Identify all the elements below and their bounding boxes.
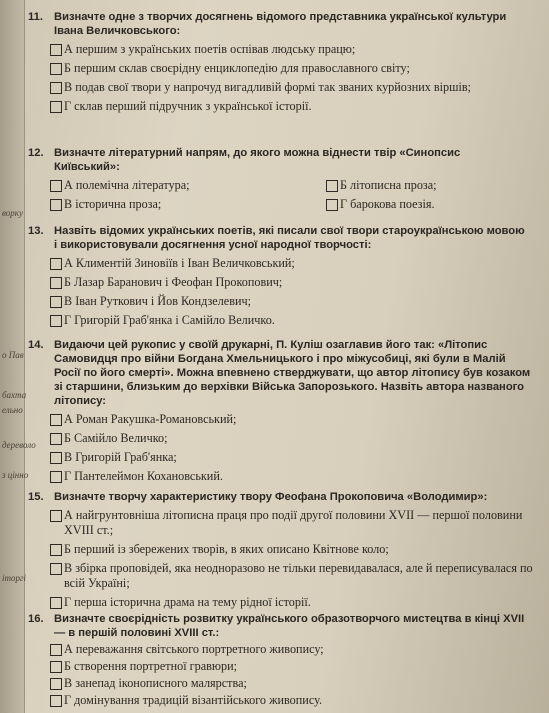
option-text: барокова поезія.	[350, 197, 435, 211]
answer-option-g[interactable]	[28, 595, 533, 610]
option-letter: Г	[64, 595, 72, 609]
option-letter: В	[64, 561, 73, 575]
answer-option-a[interactable]	[28, 178, 304, 193]
answer-option-g[interactable]	[28, 99, 528, 114]
option-text: першим склав своєрідну енциклопедію для православного світу;	[74, 61, 410, 75]
option-text: домінування традицій візантійського живопису.	[74, 693, 322, 707]
answer-option-v[interactable]	[28, 197, 304, 212]
checkbox[interactable]	[50, 510, 62, 522]
checkbox[interactable]	[50, 258, 62, 270]
checkbox[interactable]	[50, 644, 62, 656]
question-15	[28, 490, 533, 614]
option-text: занепад іконописного малярства;	[75, 676, 247, 690]
option-text: збірка проповідей, яка неодноразово не тільки перевидавалася, але й переписувалася по всій Україні;	[64, 561, 533, 590]
margin-fragment: о Пав	[2, 350, 24, 360]
checkbox[interactable]	[50, 452, 62, 464]
question-number: 11.	[28, 11, 43, 23]
answer-option-g[interactable]	[304, 197, 549, 212]
option-text: першим з українських поетів оспівав людську працю;	[75, 42, 356, 56]
question-14	[28, 338, 533, 488]
answer-option-g[interactable]	[28, 693, 533, 708]
margin-fragment: з цінно	[2, 470, 29, 480]
option-letter: Г	[340, 197, 348, 211]
answer-option-b[interactable]	[28, 659, 533, 674]
answer-option-a[interactable]	[28, 642, 533, 657]
checkbox[interactable]	[50, 82, 62, 94]
question-text: Визначте творчу характеристику твору Феофана Прокоповича «Володимир»:	[54, 491, 488, 503]
checkbox[interactable]	[50, 661, 62, 673]
question-number: 12.	[28, 147, 44, 159]
option-letter: А	[64, 178, 73, 192]
option-text: склав перший підручник з української історії.	[74, 99, 312, 113]
question-text: Видаючи цей рукопис у своїй друкарні, П. Куліш озаглавив його так: «Літопис Самовидця про війни Богдана Хмельницького і про міжусобиці, які були в Малій Росії по його смерті». Можна впевнено стверджувати, що автор літопису був козаком зі старшини, близьким до верхівки Війська Запорозького. Назвіть автора названого літопису:	[54, 339, 531, 407]
question-text: Визначте літературний напрям, до якого можна віднести твір «Синопсис Київський»:	[54, 147, 461, 173]
option-letter: Б	[340, 178, 347, 192]
option-letter: Г	[64, 693, 72, 707]
checkbox[interactable]	[50, 597, 62, 609]
checkbox[interactable]	[50, 296, 62, 308]
question-number: 14.	[28, 339, 44, 351]
option-letter: В	[64, 676, 73, 690]
option-letter: Г	[64, 469, 72, 483]
checkbox[interactable]	[50, 199, 62, 211]
checkbox[interactable]	[50, 277, 62, 289]
answer-option-b[interactable]	[28, 542, 533, 557]
option-letter: А	[64, 508, 73, 522]
option-text: літописна проза;	[350, 178, 437, 192]
option-letter: В	[64, 197, 73, 211]
option-text: Григорій Граб'янка;	[75, 450, 177, 464]
margin-fragment: ельно	[2, 405, 23, 415]
answer-option-a[interactable]	[28, 42, 528, 57]
option-text: Григорій Граб'янка і Самійло Величко.	[74, 313, 275, 327]
option-letter: Б	[64, 542, 71, 556]
question-13	[28, 224, 528, 332]
option-text: Лазар Баранович і Феофан Прокопович;	[74, 275, 283, 289]
checkbox[interactable]	[50, 471, 62, 483]
option-text: Роман Ракушка-Романовський;	[75, 412, 237, 426]
question-12	[28, 146, 528, 216]
option-text: Климентій Зиновіїв і Іван Величковський;	[75, 256, 295, 270]
answer-option-b[interactable]	[304, 178, 549, 193]
option-text: створення портретної гравюри;	[74, 659, 238, 673]
checkbox[interactable]	[50, 63, 62, 75]
answer-option-v[interactable]	[28, 676, 533, 691]
checkbox[interactable]	[326, 180, 338, 192]
question-text: Визначте одне з творчих досягнень відомого представника української культури Івана Величковського:	[54, 11, 507, 37]
option-letter: Г	[64, 313, 72, 327]
answer-option-b[interactable]	[28, 61, 528, 76]
option-letter: Б	[64, 659, 71, 673]
option-letter: Б	[64, 61, 71, 75]
option-text: найгрунтовніша літописна праця про події другої половини XVII — першої половини XVIII ст.;	[64, 508, 523, 537]
checkbox[interactable]	[50, 101, 62, 113]
option-text: Іван Руткович і Йов Кондзелевич;	[75, 294, 251, 308]
question-number: 16.	[28, 613, 44, 625]
checkbox[interactable]	[50, 414, 62, 426]
checkbox[interactable]	[50, 433, 62, 445]
checkbox[interactable]	[50, 44, 62, 56]
margin-fragment: дереволо	[2, 440, 36, 450]
checkbox[interactable]	[50, 678, 62, 690]
option-text: переважання світського портретного живопису;	[75, 642, 324, 656]
checkbox[interactable]	[50, 544, 62, 556]
option-text: Пантелеймон Кохановський.	[74, 469, 223, 483]
answer-option-g[interactable]	[28, 313, 528, 328]
margin-fragment: iторгі	[2, 573, 27, 583]
question-number: 15.	[28, 491, 44, 503]
checkbox[interactable]	[326, 199, 338, 211]
option-letter: А	[64, 42, 73, 56]
question-11	[28, 10, 528, 118]
question-16	[28, 612, 533, 710]
answer-option-b[interactable]	[28, 275, 528, 290]
checkbox[interactable]	[50, 695, 62, 707]
question-number: 13.	[28, 225, 44, 237]
option-text: перший із збережених творів, в яких описано Квітнове коло;	[74, 542, 389, 556]
option-letter: Б	[64, 275, 71, 289]
option-letter: В	[64, 450, 73, 464]
option-text: подав свої твори у напрочуд вигадливій формі так званих курйозних віршів;	[75, 80, 472, 94]
margin-fragment: ворку	[2, 208, 23, 218]
option-letter: В	[64, 294, 73, 308]
option-text: перша історична драма на тему рідної історії.	[74, 595, 311, 609]
answer-option-v[interactable]	[28, 80, 509, 95]
option-letter: А	[64, 412, 73, 426]
answer-option-b[interactable]	[28, 431, 533, 446]
option-letter: А	[64, 642, 73, 656]
question-text: Визначте своєрідність розвитку українського образотворчого мистецтва в кінці XVII — в першій половині XVIII ст.:	[54, 613, 525, 639]
answer-option-a[interactable]	[28, 412, 533, 427]
option-text: Самійло Величко;	[74, 431, 168, 445]
option-letter: Г	[64, 99, 72, 113]
margin-fragment: бахта	[2, 390, 27, 400]
checkbox[interactable]	[50, 315, 62, 327]
answer-option-v[interactable]	[28, 561, 533, 591]
answer-option-v[interactable]	[28, 294, 528, 309]
answer-option-g[interactable]	[28, 469, 533, 484]
option-letter: Б	[64, 431, 71, 445]
option-text: історична проза;	[75, 197, 162, 211]
answer-option-a[interactable]	[28, 256, 528, 271]
checkbox[interactable]	[50, 563, 62, 575]
option-letter: А	[64, 256, 73, 270]
option-text: полемічна література;	[75, 178, 190, 192]
question-text: Назвіть відомих українських поетів, які писали свої твори староукраїнською мовою і використовували досягнення усної народної творчості:	[54, 225, 525, 251]
answer-option-v[interactable]	[28, 450, 533, 465]
option-letter: В	[64, 80, 73, 94]
answer-option-a[interactable]	[28, 508, 533, 538]
checkbox[interactable]	[50, 180, 62, 192]
